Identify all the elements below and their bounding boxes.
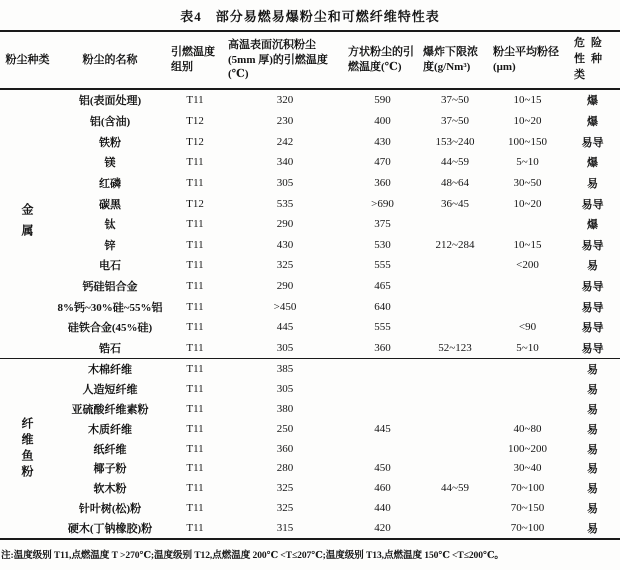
cell-deposit-ignition-temp: >450 xyxy=(273,300,297,313)
cell-danger-type: 易 xyxy=(587,463,598,476)
table-row xyxy=(55,152,620,173)
cell-temp-group: T12 xyxy=(186,114,204,127)
cell-cloud-ignition-temp: 400 xyxy=(374,114,391,127)
cell-danger-type: 易 xyxy=(587,423,598,436)
cell-dust-name: 8%钙~30%硅~55%铝 xyxy=(57,301,163,314)
cell-explosion-lower-limit: 212~284 xyxy=(435,238,475,251)
header-ignition-temp-group: 引燃温度组别 xyxy=(171,46,215,73)
cell-temp-group: T11 xyxy=(186,363,204,376)
cell-avg-particle-size: 10~15 xyxy=(513,238,542,251)
cell-danger-type: 易 xyxy=(587,443,598,456)
cell-avg-particle-size: 10~15 xyxy=(513,94,542,107)
cell-dust-name: 椰子粉 xyxy=(93,463,127,476)
cell-deposit-ignition-temp: 250 xyxy=(276,422,294,435)
cell-danger-type: 爆 xyxy=(587,115,598,128)
table-row xyxy=(55,518,620,538)
category-label: 纤维鱼粉 xyxy=(20,416,34,481)
cell-dust-name: 铝(表面处理) xyxy=(78,95,142,108)
cell-temp-group: T11 xyxy=(186,218,204,231)
cell-deposit-ignition-temp: 385 xyxy=(276,363,294,376)
cell-dust-name: 钙硅铝合金 xyxy=(82,281,138,294)
table-row xyxy=(55,317,620,338)
cell-cloud-ignition-temp: 460 xyxy=(374,482,391,495)
section-rows xyxy=(55,90,620,358)
header-explosion-lower-limit: 爆炸下限浓度(g/Nm³) xyxy=(423,46,478,73)
cell-deposit-ignition-temp: 305 xyxy=(276,176,294,189)
cell-cloud-ignition-temp: 420 xyxy=(374,522,391,534)
cell-temp-group: T12 xyxy=(186,197,204,210)
cell-cloud-ignition-temp: 470 xyxy=(374,156,391,169)
cell-danger-type: 易 xyxy=(587,503,598,516)
cell-temp-group: T11 xyxy=(186,462,204,475)
cell-deposit-ignition-temp: 360 xyxy=(276,442,294,455)
cell-cloud-ignition-temp: 555 xyxy=(374,259,391,272)
cell-avg-particle-size: 10~20 xyxy=(513,114,542,127)
cell-danger-type: 爆 xyxy=(587,95,598,108)
table-body xyxy=(0,90,620,538)
table-row xyxy=(55,173,620,194)
table-row xyxy=(55,459,620,479)
cell-dust-name: 镁 xyxy=(104,157,116,170)
cell-deposit-ignition-temp: 340 xyxy=(276,156,294,169)
cell-temp-group: T11 xyxy=(186,259,204,272)
table-row xyxy=(55,234,620,255)
cell-deposit-ignition-temp: 325 xyxy=(276,259,294,272)
table-row xyxy=(55,338,620,359)
cell-temp-group: T11 xyxy=(186,482,204,495)
table-row xyxy=(55,255,620,276)
cell-deposit-ignition-temp: 535 xyxy=(276,197,294,210)
cell-dust-name: 钛 xyxy=(104,219,116,232)
table-header-row xyxy=(0,32,620,90)
cell-avg-particle-size: 5~10 xyxy=(516,156,539,169)
cell-temp-group: T11 xyxy=(186,321,204,334)
cell-temp-group: T11 xyxy=(186,502,204,515)
cell-cloud-ignition-temp: 375 xyxy=(374,218,391,231)
cell-temp-group: T11 xyxy=(186,156,204,169)
table-title: 表4 部分易燃易爆粉尘和可燃纤维特性表 xyxy=(180,8,440,24)
cell-avg-particle-size: 70~100 xyxy=(510,482,545,495)
cell-explosion-lower-limit: 44~59 xyxy=(441,482,469,495)
cell-danger-type: 易导 xyxy=(581,136,604,149)
cell-avg-particle-size: 100~150 xyxy=(508,135,547,148)
cell-dust-name: 碳黑 xyxy=(99,198,121,211)
cell-dust-name: 锌 xyxy=(104,239,116,252)
cell-explosion-lower-limit: 37~50 xyxy=(441,94,469,107)
cell-danger-type: 易导 xyxy=(581,281,604,294)
cell-deposit-ignition-temp: 242 xyxy=(276,135,294,148)
cell-danger-type: 易 xyxy=(587,260,598,273)
cell-danger-type: 易 xyxy=(587,483,598,496)
cell-avg-particle-size: 5~10 xyxy=(516,342,539,354)
cell-explosion-lower-limit: 44~59 xyxy=(441,156,469,169)
table-row xyxy=(55,498,620,518)
cell-danger-type: 易 xyxy=(587,177,598,190)
cell-cloud-ignition-temp: 360 xyxy=(374,342,391,354)
cell-danger-type: 易 xyxy=(587,364,598,377)
dust-characteristics-table xyxy=(0,30,620,540)
cell-temp-group: T11 xyxy=(186,238,204,251)
header-deposit-ignition-temp: 高温表面沉积粉尘(5mm 厚)的引燃温度(℃) xyxy=(228,39,328,81)
table-row xyxy=(55,419,620,439)
cell-deposit-ignition-temp: 320 xyxy=(276,94,294,107)
cell-danger-type: 易导 xyxy=(581,239,604,252)
cell-dust-name: 针叶树(松)粉 xyxy=(78,503,142,516)
cell-dust-name: 铝(含油) xyxy=(89,115,131,128)
cell-deposit-ignition-temp: 230 xyxy=(276,114,294,127)
cell-avg-particle-size: 10~20 xyxy=(513,197,542,210)
cell-cloud-ignition-temp: >690 xyxy=(371,197,394,210)
cell-deposit-ignition-temp: 305 xyxy=(276,383,294,396)
cell-dust-name: 木棉纤维 xyxy=(88,364,132,377)
table-row xyxy=(55,214,620,235)
cell-avg-particle-size: 30~50 xyxy=(513,176,542,189)
table-row xyxy=(55,379,620,399)
cell-explosion-lower-limit: 52~123 xyxy=(438,342,472,354)
cell-explosion-lower-limit: 36~45 xyxy=(441,197,469,210)
table-row xyxy=(55,359,620,379)
cell-deposit-ignition-temp: 280 xyxy=(276,462,294,475)
cell-temp-group: T11 xyxy=(186,402,204,415)
cell-temp-group: T12 xyxy=(186,135,204,148)
cell-danger-type: 易 xyxy=(587,523,598,535)
header-dust-name: 粉尘的名称 xyxy=(82,53,138,66)
cell-deposit-ignition-temp: 325 xyxy=(276,482,294,495)
cell-avg-particle-size: 30~40 xyxy=(513,462,542,475)
header-cloud-ignition-temp: 方状粉尘的引燃温度(℃) xyxy=(348,46,414,73)
table-row xyxy=(55,399,620,419)
cell-deposit-ignition-temp: 430 xyxy=(276,238,294,251)
cell-dust-name: 电石 xyxy=(99,260,121,273)
cell-dust-name: 锆石 xyxy=(99,343,121,355)
cell-explosion-lower-limit: 153~240 xyxy=(435,135,475,148)
cell-temp-group: T11 xyxy=(186,94,204,107)
cell-deposit-ignition-temp: 290 xyxy=(276,218,294,231)
table-row xyxy=(55,296,620,317)
cell-dust-name: 红磷 xyxy=(99,177,121,190)
cell-cloud-ignition-temp: 430 xyxy=(374,135,391,148)
cell-dust-name: 硬木(丁钠橡胶)粉 xyxy=(67,523,153,535)
cell-avg-particle-size: <90 xyxy=(518,321,537,334)
cell-cloud-ignition-temp: 640 xyxy=(374,300,391,313)
cell-explosion-lower-limit: 48~64 xyxy=(441,176,469,189)
cell-temp-group: T11 xyxy=(186,300,204,313)
cell-deposit-ignition-temp: 325 xyxy=(276,502,294,515)
table-row xyxy=(55,90,620,111)
cell-danger-type: 易导 xyxy=(581,343,604,355)
cell-danger-type: 爆 xyxy=(587,219,598,232)
cell-deposit-ignition-temp: 305 xyxy=(276,342,294,354)
cell-temp-group: T11 xyxy=(186,176,204,189)
cell-avg-particle-size: 100~200 xyxy=(508,442,547,455)
table-row xyxy=(55,193,620,214)
cell-explosion-lower-limit: 37~50 xyxy=(441,114,469,127)
category-label: 金属 xyxy=(20,203,34,246)
table-row xyxy=(55,111,620,132)
cell-dust-name: 亚硫酸纤维素粉 xyxy=(71,403,149,416)
cell-cloud-ignition-temp: 530 xyxy=(374,238,391,251)
cell-avg-particle-size: <200 xyxy=(516,259,539,272)
cell-cloud-ignition-temp: 465 xyxy=(374,280,391,293)
cell-cloud-ignition-temp: 555 xyxy=(374,321,391,334)
cell-deposit-ignition-temp: 445 xyxy=(276,321,294,334)
cell-deposit-ignition-temp: 290 xyxy=(276,280,294,293)
cell-dust-name: 纸纤维 xyxy=(93,443,127,456)
cell-danger-type: 易 xyxy=(587,384,598,397)
cell-temp-group: T11 xyxy=(186,442,204,455)
cell-danger-type: 爆 xyxy=(587,157,598,170)
cell-temp-group: T11 xyxy=(186,422,204,435)
header-danger-type: 危险性种类 xyxy=(574,37,608,81)
cell-danger-type: 易导 xyxy=(581,322,604,335)
cell-avg-particle-size: 70~150 xyxy=(510,502,545,515)
cell-deposit-ignition-temp: 315 xyxy=(276,522,294,534)
cell-deposit-ignition-temp: 380 xyxy=(276,402,294,415)
cell-cloud-ignition-temp: 450 xyxy=(374,462,391,475)
header-avg-particle-size: 粉尘平均粉径(μm) xyxy=(493,46,559,73)
cell-dust-name: 木质纤维 xyxy=(88,423,132,436)
footnote: 注:温度级别 T11,点燃温度 T >270℃;温度级别 T12,点燃温度 200℃ <T≤207℃;温度级别 T13,点燃温度 150℃ <T≤200℃。 xyxy=(1,549,504,561)
table-row xyxy=(55,131,620,152)
cell-dust-name: 硅铁合金(45%硅) xyxy=(67,322,153,335)
cell-avg-particle-size: 70~100 xyxy=(510,522,545,534)
cell-dust-name: 软木粉 xyxy=(93,483,127,496)
cell-dust-name: 铁粉 xyxy=(99,136,121,149)
cell-cloud-ignition-temp: 590 xyxy=(374,94,391,107)
table-section xyxy=(0,90,620,358)
cell-danger-type: 易导 xyxy=(581,198,604,211)
cell-cloud-ignition-temp: 360 xyxy=(374,176,391,189)
cell-dust-name: 人造短纤维 xyxy=(82,384,138,397)
table-row xyxy=(55,276,620,297)
cell-cloud-ignition-temp: 445 xyxy=(374,422,391,435)
header-dust-category: 粉尘种类 xyxy=(5,53,50,66)
cell-avg-particle-size: 40~80 xyxy=(513,422,542,435)
table-row xyxy=(55,478,620,498)
cell-danger-type: 易 xyxy=(587,403,598,416)
cell-danger-type: 易导 xyxy=(581,301,604,314)
section-rows xyxy=(55,359,620,538)
cell-temp-group: T11 xyxy=(186,522,204,534)
table-row xyxy=(55,439,620,459)
cell-cloud-ignition-temp: 440 xyxy=(374,502,391,515)
table-section xyxy=(0,358,620,538)
cell-temp-group: T11 xyxy=(186,280,204,293)
cell-temp-group: T11 xyxy=(186,342,204,354)
cell-temp-group: T11 xyxy=(186,383,204,396)
